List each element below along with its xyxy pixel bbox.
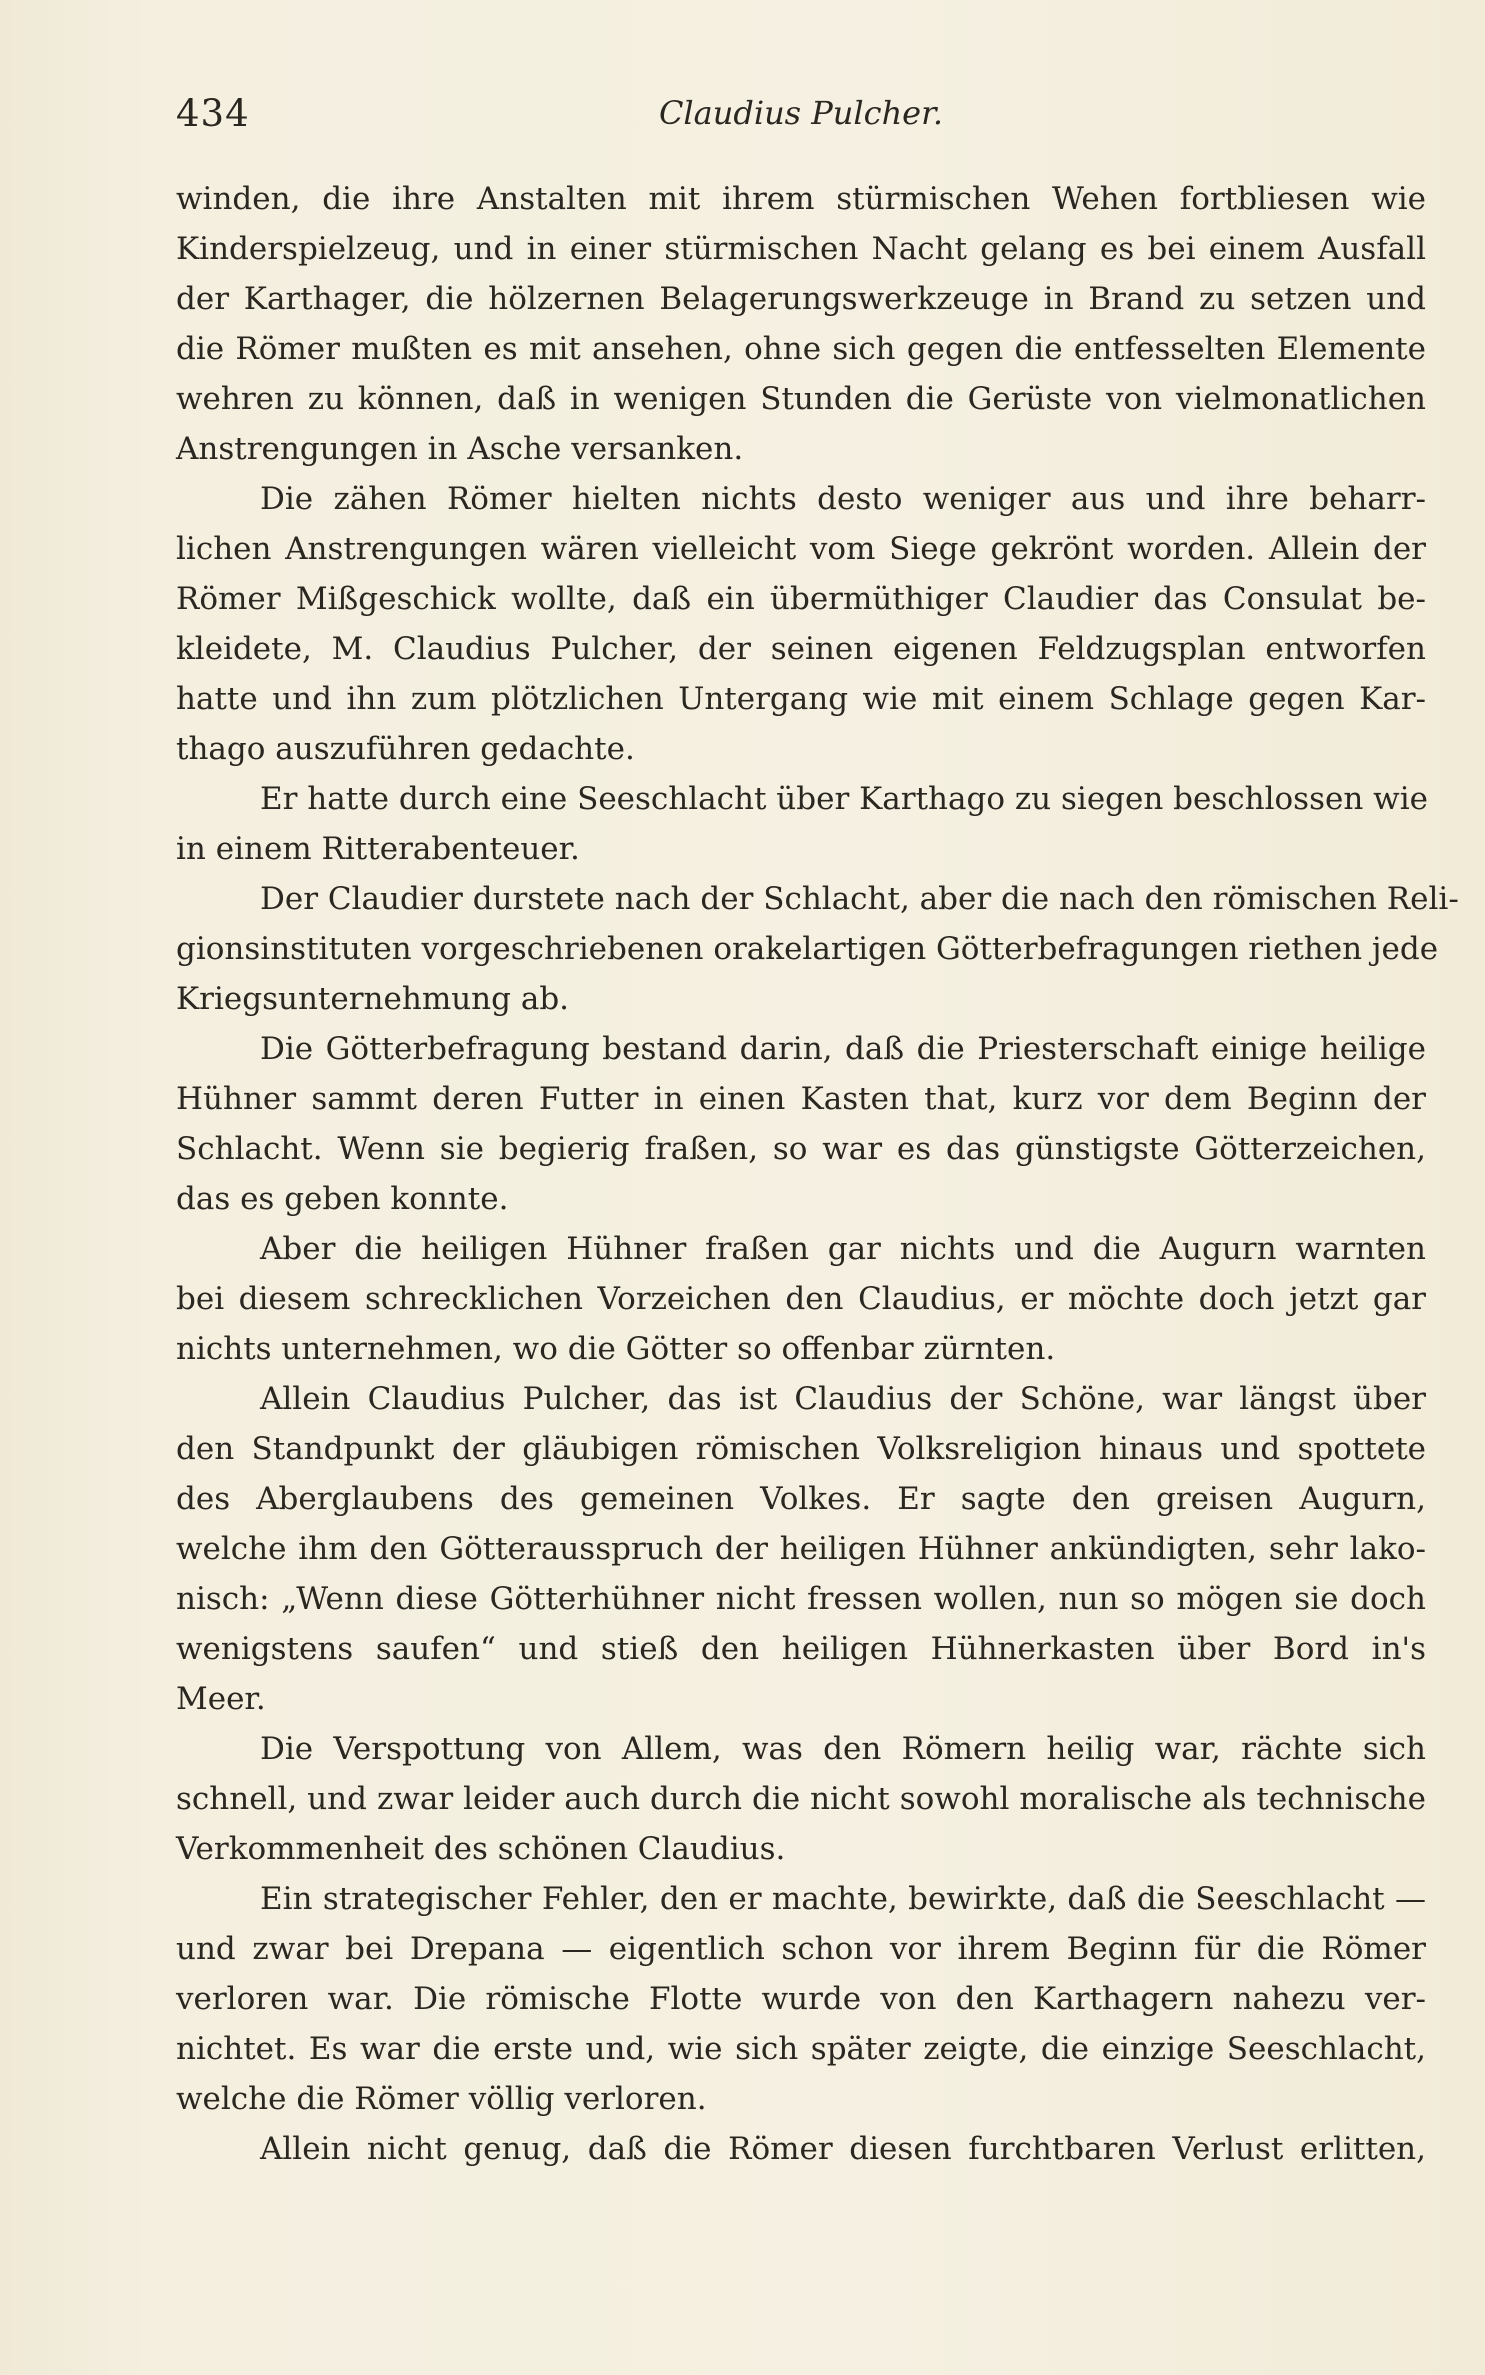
text-line: welche ihm den Götterausspruch der heiligen Hühner ankündigten, sehr lako- [176, 1531, 1426, 1567]
text-line: Ein strategischer Fehler, den er machte, bewirkte, daß die Seeschlacht — [260, 1881, 1426, 1917]
text-line: Allein Claudius Pulcher, das ist Claudius der Schöne, war längst über [260, 1381, 1426, 1417]
text-line: Aber die heiligen Hühner fraßen gar nichts und die Augurn warnten [260, 1231, 1426, 1267]
text-line: das es geben konnte. [176, 1181, 509, 1217]
body-text [176, 174, 1459, 2174]
text-line: hatte und ihn zum plötzlichen Untergang wie mit einem Schlage gegen Kar- [176, 681, 1426, 717]
text-line: verloren war. Die römische Flotte wurde von den Karthagern nahezu ver- [176, 1981, 1426, 2017]
text-line: Römer Mißgeschick wollte, daß ein übermüthiger Claudier das Consulat be- [176, 581, 1426, 617]
text-line: wehren zu können, daß in wenigen Stunden die Gerüste von vielmonatlichen [176, 381, 1426, 417]
text-line: und zwar bei Drepana — eigentlich schon vor ihrem Beginn für die Römer [176, 1931, 1426, 1967]
text-line: Die zähen Römer hielten nichts desto weniger aus und ihre beharr- [260, 481, 1426, 517]
text-line: winden, die ihre Anstalten mit ihrem stürmischen Wehen fortbliesen wie [176, 181, 1426, 217]
text-line: Meer. [176, 1681, 266, 1717]
text-line: wenigstens saufen“ und stieß den heiligen Hühnerkasten über Bord in's [176, 1631, 1426, 1667]
running-title: Claudius Pulcher. [658, 94, 944, 132]
text-line: kleidete, M. Claudius Pulcher, der seinen eigenen Feldzugsplan entworfen [176, 631, 1426, 667]
text-line: gionsinstituten vorgeschriebenen orakelartigen Götterbefragungen riethen jede [176, 931, 1439, 967]
text-line: Kinderspielzeug, und in einer stürmischen Nacht gelang es bei einem Ausfall [176, 231, 1426, 267]
text-line: welche die Römer völlig verloren. [176, 2081, 707, 2117]
text-line: schnell, und zwar leider auch durch die nicht sowohl moralische als technische [176, 1781, 1426, 1817]
text-line: thago auszuführen gedachte. [176, 731, 635, 767]
text-line: den Standpunkt der gläubigen römischen Volksreligion hinaus und spottete [176, 1431, 1426, 1467]
text-line: Die Verspottung von Allem, was den Römern heilig war, rächte sich [260, 1731, 1426, 1767]
text-line: Der Claudier durstete nach der Schlacht, aber die nach den römischen Reli- [260, 881, 1459, 917]
text-line: Kriegsunternehmung ab. [176, 981, 570, 1017]
text-line: Die Götterbefragung bestand darin, daß die Priesterschaft einige heilige [260, 1031, 1426, 1067]
text-line: Schlacht. Wenn sie begierig fraßen, so war es das günstigste Götterzeichen, [176, 1131, 1426, 1167]
text-line: nichts unternehmen, wo die Götter so offenbar zürnten. [176, 1331, 1056, 1367]
text-line: in einem Ritterabenteuer. [176, 831, 580, 867]
text-line: nichtet. Es war die erste und, wie sich später zeigte, die einzige Seeschlacht, [176, 2031, 1426, 2067]
page-header [176, 92, 1426, 144]
text-line: Er hatte durch eine Seeschlacht über Karthago zu siegen beschlossen wie [260, 781, 1428, 817]
text-line: des Aberglaubens des gemeinen Volkes. Er sagte den greisen Augurn, [176, 1481, 1426, 1517]
text-line: Hühner sammt deren Futter in einen Kasten that, kurz vor dem Beginn der [176, 1081, 1426, 1117]
page-number: 434 [176, 92, 250, 135]
text-line: Verkommenheit des schönen Claudius. [176, 1831, 786, 1867]
text-line: die Römer mußten es mit ansehen, ohne sich gegen die entfesselten Elemente [176, 331, 1426, 367]
text-line: der Karthager, die hölzernen Belagerungswerkzeuge in Brand zu setzen und [176, 281, 1426, 317]
text-line: Allein nicht genug, daß die Römer diesen furchtbaren Verlust erlitten, [260, 2131, 1426, 2167]
text-line: Anstrengungen in Asche versanken. [176, 431, 744, 467]
text-line: nisch: „Wenn diese Götterhühner nicht fressen wollen, nun so mögen sie doch [176, 1581, 1426, 1617]
text-line: lichen Anstrengungen wären vielleicht vom Siege gekrönt worden. Allein der [176, 531, 1426, 567]
text-line: bei diesem schrecklichen Vorzeichen den Claudius, er möchte doch jetzt gar [176, 1281, 1426, 1317]
